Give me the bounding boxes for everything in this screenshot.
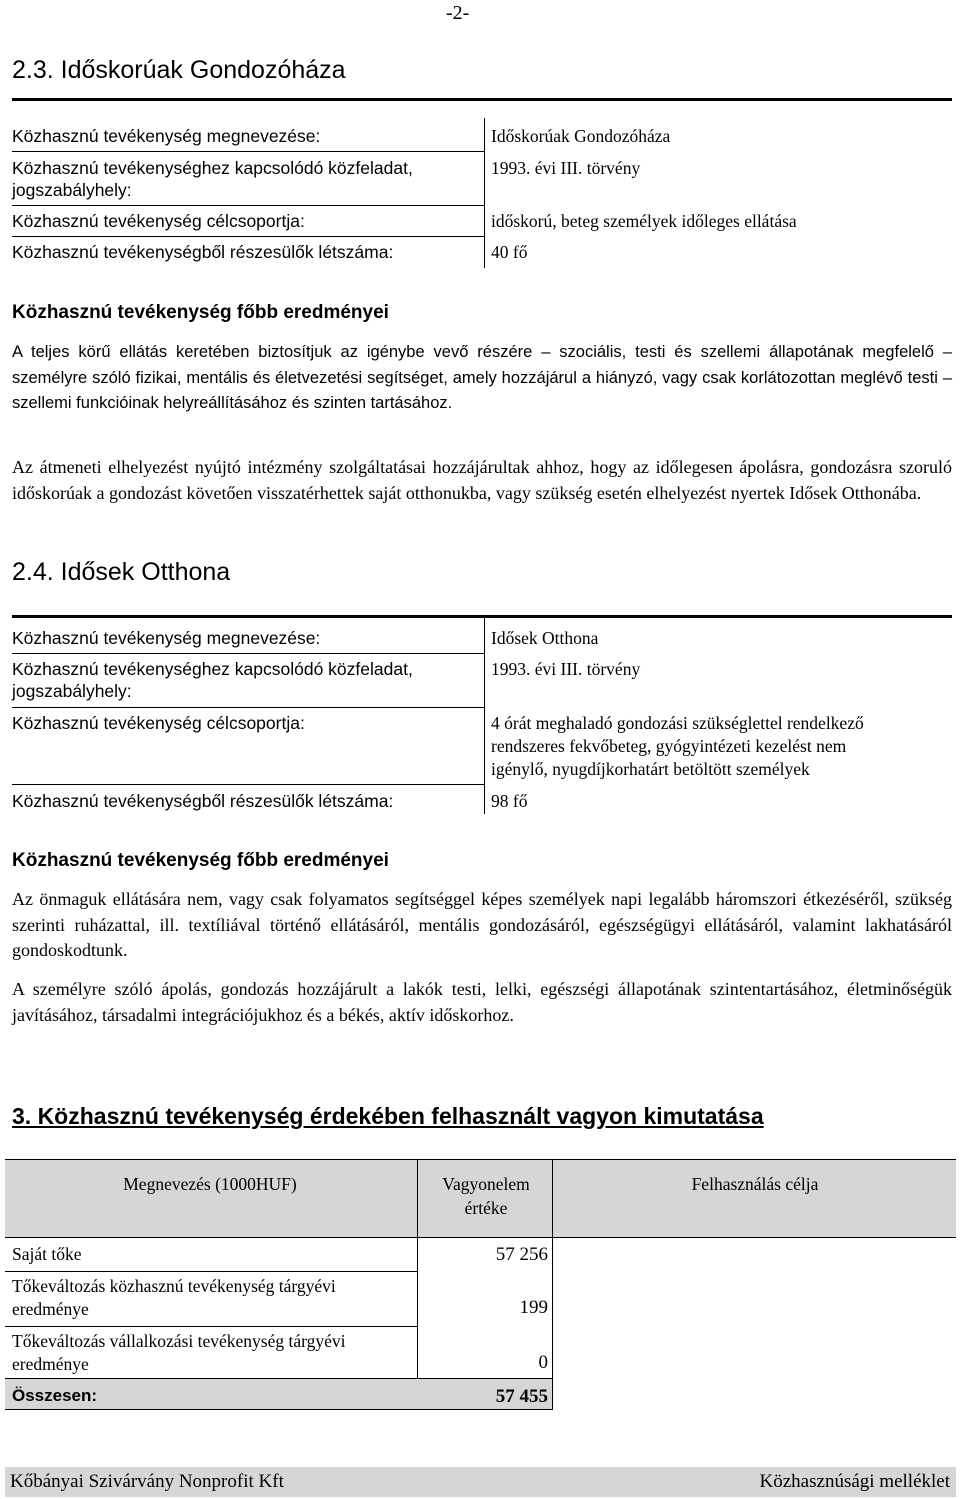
- row-divider: [5, 1326, 418, 1327]
- total-label: Összesen:: [12, 1386, 98, 1405]
- activity-name-label: Közhasznú tevékenység megnevezése:: [12, 126, 321, 146]
- section-2-4-results-title: Közhasznú tevékenység főbb eredményei: [12, 850, 389, 871]
- target-group-label: Közhasznú tevékenység célcsoportja:: [12, 211, 305, 231]
- table-bottom-border: [5, 1409, 553, 1410]
- activity-name-value: Idősek Otthona: [491, 628, 599, 648]
- row-divider: [12, 784, 484, 785]
- header-name: Megnevezés (1000HUF): [123, 1174, 297, 1194]
- beneficiaries-value: 40 fő: [491, 242, 528, 262]
- row-divider: [12, 151, 484, 152]
- row-value: 199: [519, 1297, 548, 1318]
- column-divider: [484, 118, 485, 268]
- target-group-label: Közhasznú tevékenység célcsoportja:: [12, 713, 305, 733]
- public-task-label: Közhasznú tevékenységhez kapcsolódó közfeladat, jogszabályhely:: [12, 659, 413, 701]
- section-2-4-paragraph-2: A személyre szóló ápolás, gondozás hozzájárult a lakók testi, lelki, egészségi állapotának szintentartásához, életminőségük javításához, társadalmi integrációjukhoz és a békés, aktív időskorhoz.: [12, 979, 952, 1025]
- section-2-3-paragraph-2: Az átmeneti elhelyezést nyújtó intézmény szolgáltatásai hozzájárultak ahhoz, hogy az időlegesen ápolásra, gondozásra szoruló időskorúak a gondozást követően visszatérhettek saját otthonukba, vagy szükség esetén elhelyezést nyertek Idősek Otthonába.: [12, 457, 952, 503]
- section-2-3-results-title: Közhasznú tevékenység főbb eredményei: [12, 302, 389, 323]
- row-divider: [5, 1271, 418, 1272]
- target-group-value: időskorú, beteg személyek időleges ellátása: [491, 211, 797, 231]
- total-value: 57 455: [495, 1386, 548, 1407]
- section-2-3-top-rule: [12, 98, 952, 101]
- public-task-label: Közhasznú tevékenységhez kapcsolódó közfeladat, jogszabályhely:: [12, 158, 413, 200]
- footer-document-type: Közhasznúsági melléklet: [759, 1471, 950, 1492]
- public-task-value: 1993. évi III. törvény: [491, 158, 641, 178]
- beneficiaries-label: Közhasznú tevékenységből részesülők létszáma:: [12, 242, 394, 262]
- section-2-4-top-rule: [12, 615, 952, 618]
- col-divider-2: [552, 1159, 553, 1409]
- header-value: Vagyonelem értéke: [442, 1174, 530, 1218]
- section-2-3-paragraph-1: A teljes körű ellátás keretében biztosítjuk az igénybe vevő részére – szociális, testi és szellemi állapotának megfelelő – személyre szóló fizikai, mentális és életvezetési segítséget, amely hozzájárul a hiányzó, vagy csak korlátozottan meglévő testi – szellemi funkcióinak helyreállításához és szinten tartásához.: [12, 343, 952, 412]
- row-divider: [12, 707, 484, 708]
- activity-name-value: Időskorúak Gondozóháza: [491, 126, 671, 146]
- row-name: Saját tőke: [12, 1244, 82, 1264]
- row-divider: [12, 205, 484, 206]
- row-value: 57 256: [495, 1244, 548, 1265]
- section-2-4-title: 2.4. Idősek Otthona: [12, 558, 231, 586]
- footer-organization: Kőbányai Szivárvány Nonprofit Kft: [10, 1471, 284, 1492]
- row-name: Tőkeváltozás közhasznú tevékenység tárgyévi eredménye: [12, 1276, 336, 1319]
- row-divider: [12, 236, 484, 237]
- row-name: Tőkeváltozás vállalkozási tevékenység tárgyévi eredménye: [12, 1331, 346, 1374]
- header-purpose: Felhasználás célja: [691, 1174, 819, 1194]
- header-bottom-border: [5, 1237, 956, 1238]
- target-group-value: 4 órát meghaladó gondozási szükséglettel rendelkező rendszeres fekvőbeteg, gyógyintézeti kezelést nem igénylő, nyugdíjkorhatárt betöltött személyek: [491, 713, 864, 779]
- row-value: 0: [538, 1352, 548, 1373]
- col-divider-1: [417, 1159, 418, 1409]
- page-number: -2-: [446, 2, 470, 24]
- column-divider: [484, 618, 485, 814]
- section-2-3-title: 2.3. Időskorúak Gondozóháza: [12, 56, 346, 84]
- table-top-border: [5, 1159, 956, 1160]
- section-2-4-paragraph-1: Az önmaguk ellátására nem, vagy csak folyamatos segítséggel képes személyek napi legalább háromszori étkezéséről, szükség szerinti ruházattal, ill. textíliával történő ellátásáról, mentális gondozásáról, egészségügyi ellátásáról, valamint lakhatásáról gondoskodtunk.: [12, 889, 952, 960]
- beneficiaries-label: Közhasznú tevékenységből részesülők létszáma:: [12, 791, 394, 811]
- section-3-title: 3. Közhasznú tevékenység érdekében felhasznált vagyon kimutatása: [12, 1103, 764, 1129]
- public-task-value: 1993. évi III. törvény: [491, 659, 641, 679]
- beneficiaries-value: 98 fő: [491, 791, 528, 811]
- row-divider: [12, 653, 484, 654]
- activity-name-label: Közhasznú tevékenység megnevezése:: [12, 628, 321, 648]
